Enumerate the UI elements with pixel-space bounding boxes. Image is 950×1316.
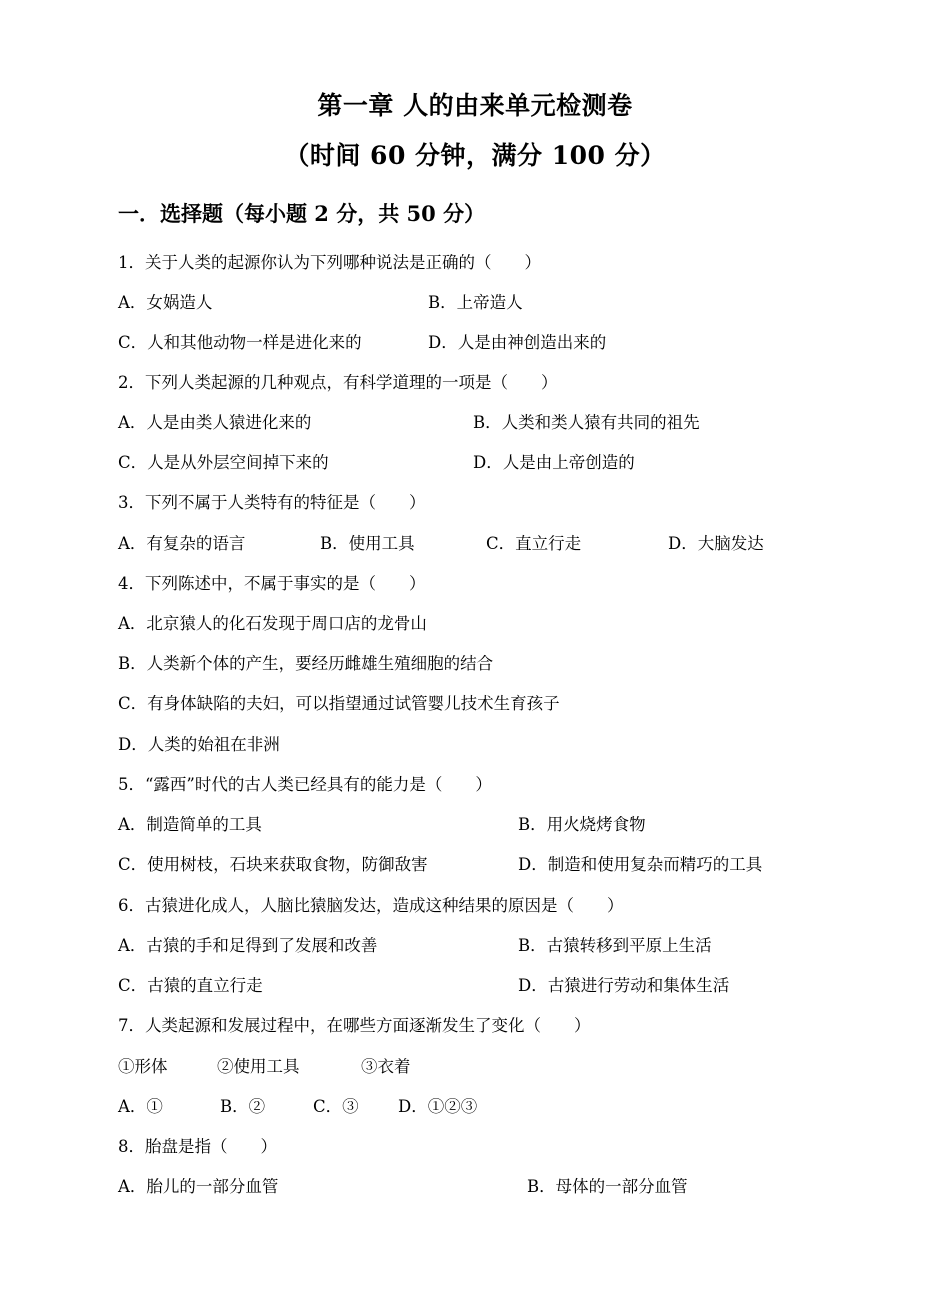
- question-4-option-a: A．北京猿人的化石发现于周口店的龙骨山: [118, 614, 427, 633]
- question-6-option-b: B．古猿转移到平原上生活: [518, 936, 712, 955]
- question-3-stem: 3．下列不属于人类特有的特征是（ ）: [118, 493, 426, 512]
- section-heading: 一．选择题（每小题 2 分，共 50 分）: [118, 201, 486, 226]
- question-8-stem: 8．胎盘是指（ ）: [118, 1137, 277, 1156]
- question-3-option-c: C．直立行走: [486, 534, 582, 553]
- question-8-option-b: B．母体的一部分血管: [527, 1177, 688, 1196]
- question-4-stem: 4．下列陈述中，不属于事实的是（ ）: [118, 574, 426, 593]
- question-7-option-d: D．①②③: [398, 1097, 478, 1116]
- page-subtitle: （时间 60 分钟，满分 100 分）: [284, 141, 666, 170]
- question-1-option-c: C．人和其他动物一样是进化来的: [118, 333, 362, 352]
- question-6-option-c: C．古猿的直立行走: [118, 976, 263, 995]
- question-4-option-b: B．人类新个体的产生，要经历雌雄生殖细胞的结合: [118, 654, 494, 673]
- question-5-option-d: D．制造和使用复杂而精巧的工具: [518, 855, 763, 874]
- question-3-option-b: B．使用工具: [320, 534, 415, 553]
- question-6-stem: 6．古猿进化成人，人脑比猿脑发达，造成这种结果的原因是（ ）: [118, 896, 624, 915]
- question-5-stem: 5．“露西”时代的古人类已经具有的能力是（ ）: [118, 775, 492, 794]
- question-2-option-b: B．人类和类人猿有共同的祖先: [473, 413, 700, 432]
- question-2-option-d: D．人是由上帝创造的: [473, 453, 635, 472]
- question-3-option-d: D．大脑发达: [668, 534, 764, 553]
- question-4-option-d: D．人类的始祖在非洲: [118, 735, 280, 754]
- question-7-stem: 7．人类起源和发展过程中，在哪些方面逐渐发生了变化（ ）: [118, 1016, 591, 1035]
- question-8-option-a: A．胎儿的一部分血管: [118, 1177, 279, 1196]
- question-1-option-d: D．人是由神创造出来的: [428, 333, 607, 352]
- question-7-option-c: C．③: [313, 1097, 359, 1116]
- question-7-item-3: ③衣着: [361, 1057, 411, 1076]
- question-5-option-c: C．使用树枝，石块来获取食物，防御敌害: [118, 855, 428, 874]
- question-1-option-b: B．上帝造人: [428, 293, 523, 312]
- question-5-option-a: A．制造简单的工具: [118, 815, 262, 834]
- question-3-option-a: A．有复杂的语言: [118, 534, 246, 553]
- question-2-option-a: A．人是由类人猿进化来的: [118, 413, 312, 432]
- question-7-option-a: A．①: [118, 1097, 163, 1116]
- question-2-stem: 2．下列人类起源的几种观点，有科学道理的一项是（ ）: [118, 373, 558, 392]
- question-6-option-a: A．古猿的手和足得到了发展和改善: [118, 936, 378, 955]
- question-2-option-c: C．人是从外层空间掉下来的: [118, 453, 329, 472]
- question-7-item-1: ①形体: [118, 1057, 168, 1076]
- question-6-option-d: D．古猿进行劳动和集体生活: [518, 976, 730, 995]
- question-1-option-a: A．女娲造人: [118, 293, 213, 312]
- question-7-option-b: B．②: [220, 1097, 266, 1116]
- question-5-option-b: B．用火烧烤食物: [518, 815, 646, 834]
- question-1-stem: 1．关于人类的起源你认为下列哪种说法是正确的（ ）: [118, 253, 541, 272]
- question-4-option-c: C．有身体缺陷的夫妇，可以指望通过试管婴儿技术生育孩子: [118, 694, 560, 713]
- question-7-item-2: ②使用工具: [217, 1057, 300, 1076]
- page-title: 第一章 人的由来单元检测卷: [317, 91, 633, 120]
